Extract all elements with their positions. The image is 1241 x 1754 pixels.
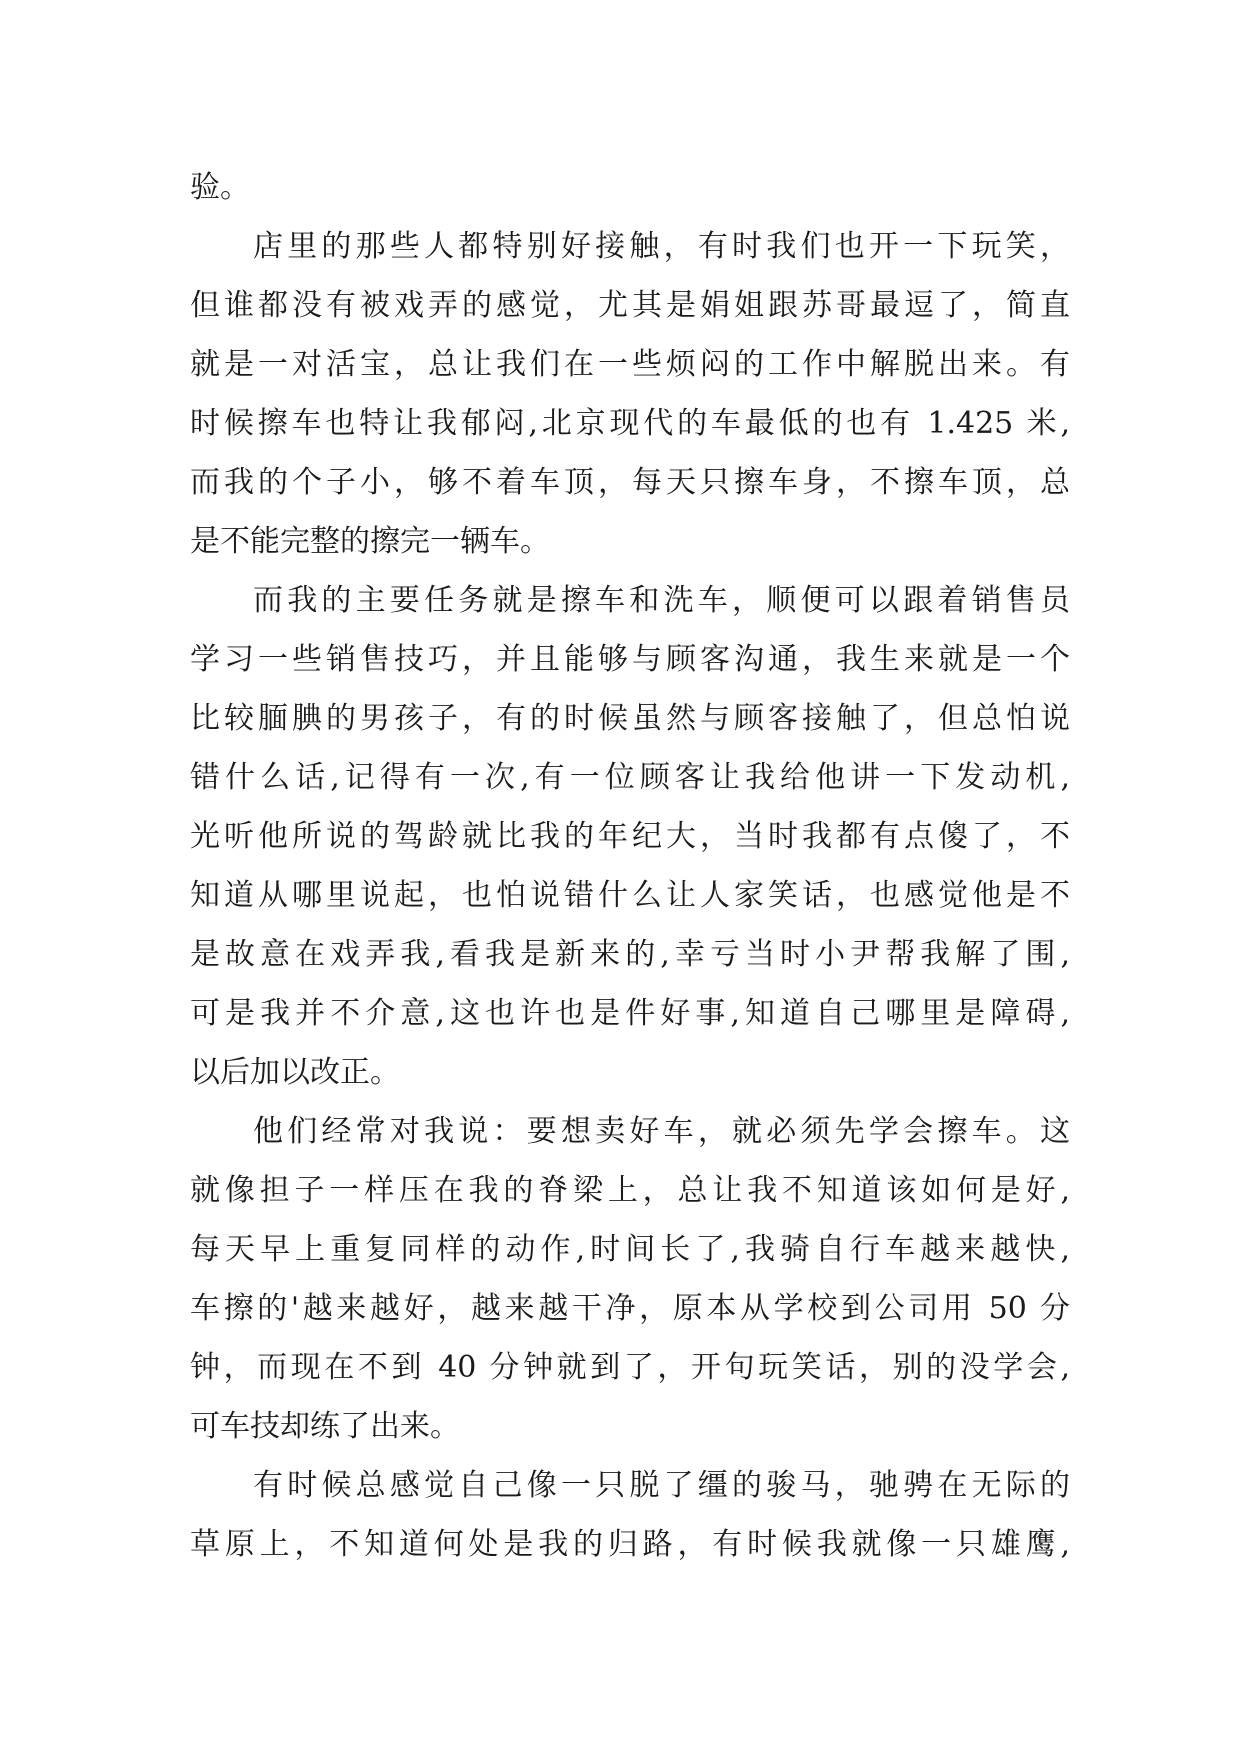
paragraph-line: 店里的那些人都特别好接触，有时我们也开一下玩笑， (253, 229, 1070, 264)
paragraph-line: 钟，而现在不到 40 分钟就到了，开句玩笑话，别的没学会, (190, 1350, 1070, 1385)
paragraph-line: 就是一对活宝，总让我们在一些烦闷的工作中解脱出来。有 (190, 347, 1070, 382)
paragraph-line: 比较腼腆的男孩子，有的时候虽然与顾客接触了，但总怕说 (190, 701, 1070, 736)
paragraph-line: 有时候总感觉自己像一只脱了缰的骏马，驰骋在无际的 (253, 1468, 1070, 1503)
paragraph-line: 车擦的'越来越好，越来越干净，原本从学校到公司用 50 分 (190, 1291, 1070, 1326)
paragraph-line: 学习一些销售技巧，并且能够与顾客沟通，我生来就是一个 (190, 642, 1070, 677)
paragraph-line: 知道从哪里说起，也怕说错什么让人家笑话，也感觉他是不 (190, 878, 1070, 913)
paragraph-line: 可车技却练了出来。 (190, 1409, 460, 1444)
paragraph-line: 就像担子一样压在我的脊梁上，总让我不知道该如何是好, (190, 1173, 1070, 1208)
paragraph-line: 光听他所说的驾龄就比我的年纪大，当时我都有点傻了，不 (190, 819, 1070, 854)
paragraph-line: 草原上，不知道何处是我的归路，有时候我就像一只雄鹰, (190, 1527, 1070, 1562)
paragraph-line: 是故意在戏弄我,看我是新来的,幸亏当时小尹帮我解了围, (190, 937, 1070, 972)
paragraph-line: 而我的主要任务就是擦车和洗车，顺便可以跟着销售员 (253, 583, 1070, 618)
paragraph-line: 验。 (190, 170, 250, 205)
paragraph-line: 以后加以改正。 (190, 1055, 400, 1090)
paragraph-line: 可是我并不介意,这也许也是件好事,知道自己哪里是障碍, (190, 996, 1070, 1031)
document-body (190, 158, 1070, 1574)
paragraph-line: 每天早上重复同样的动作,时间长了,我骑自行车越来越快, (190, 1232, 1070, 1267)
paragraph-line: 时候擦车也特让我郁闷,北京现代的车最低的也有 1.425 米, (190, 406, 1070, 441)
paragraph-line: 而我的个子小，够不着车顶，每天只擦车身，不擦车顶，总 (190, 465, 1070, 500)
paragraph-line: 是不能完整的擦完一辆车。 (190, 524, 550, 559)
paragraph-line: 但谁都没有被戏弄的感觉，尤其是娟姐跟苏哥最逗了，简直 (190, 288, 1070, 323)
paragraph-line: 他们经常对我说：要想卖好车，就必须先学会擦车。这 (253, 1114, 1070, 1149)
paragraph-line: 错什么话,记得有一次,有一位顾客让我给他讲一下发动机, (190, 760, 1070, 795)
